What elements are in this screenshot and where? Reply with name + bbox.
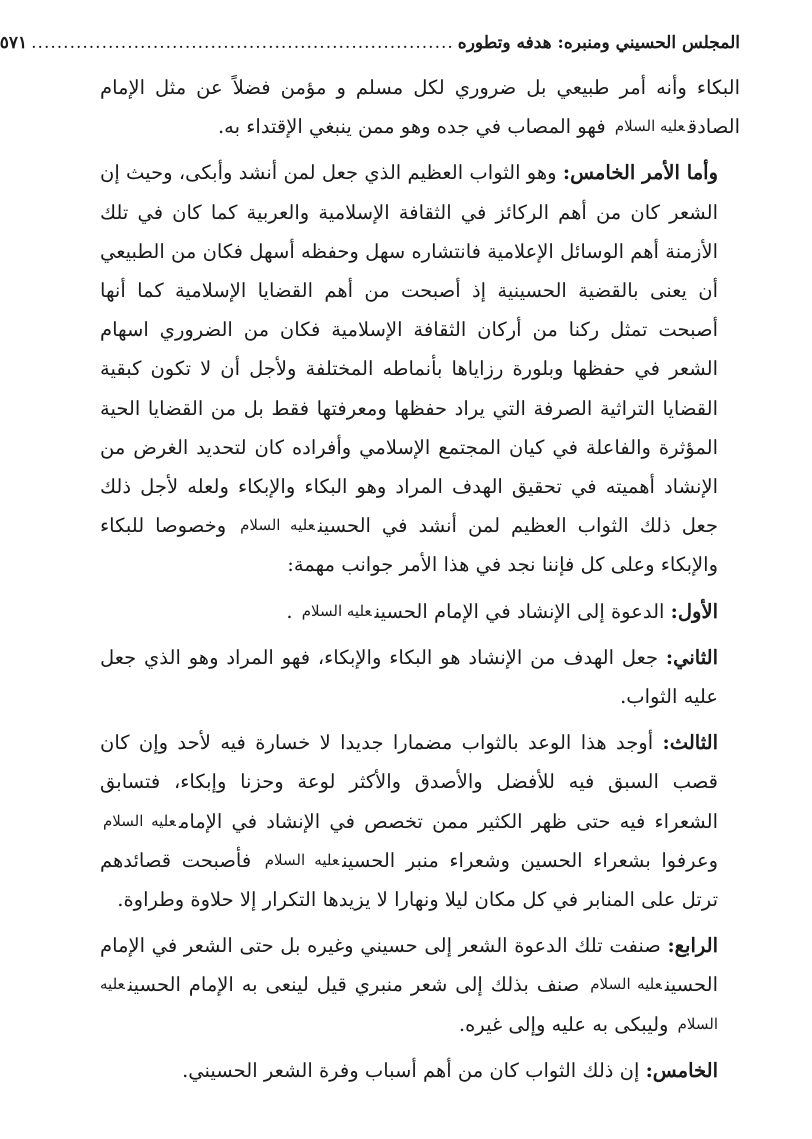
text-segment: صنف بذلك إلى شعر منبري قيل لينعى به الإمام الحسين <box>127 973 588 997</box>
text-segment: وعرفوا بشعراء الحسين وشعراء منبر الحسين <box>342 848 718 872</box>
text-segment: فهو المصاب في جده وهو ممن ينبغي الإقتداء به. <box>217 115 612 139</box>
paragraph-lead: الخامس: <box>645 1058 718 1082</box>
paragraph-lead: وأما الأمر الخامس: <box>562 161 718 185</box>
honorific-symbol: عليه السلام <box>264 850 340 869</box>
paragraph-lead: الثاني: <box>665 645 718 669</box>
paragraph-2 <box>100 153 740 584</box>
body-text <box>100 68 740 1090</box>
honorific-symbol: عليه السلام <box>590 975 662 994</box>
page-number: ٥٧١ <box>0 33 28 53</box>
text-segment: صنفت تلك الدعوة الشعر إلى حسيني وغيره بل حتى الشعر في الإمام الحسين <box>100 934 718 997</box>
paragraph-4 <box>100 638 740 716</box>
honorific-symbol: عليه السلام <box>103 811 176 830</box>
text-segment: إن ذلك الثواب كان من أهم أسباب وفرة الشعر الحسيني. <box>182 1058 646 1082</box>
paragraph-lead: الثالث: <box>662 731 718 755</box>
text-segment: جعل الهدف من الإنشاد هو البكاء والإبكاء، فهو المراد وهو الذي جعل عليه الثواب. <box>100 645 718 709</box>
text-segment: البكاء وأنه أمر طبيعي بل ضروري لكل مسلم و مؤمن فضلاً عن مثل الإمام الصادق <box>100 76 740 139</box>
text-segment: فأصبحت قصائدهم ترتل على المنابر في كل مكان ليلا ونهارا لا يزيدها التكرار إلا حلاوة وطراوة. <box>100 848 718 912</box>
header-leader-dots: .................................................................. <box>31 33 454 53</box>
paragraph-5 <box>100 723 740 919</box>
paragraph-lead: الرابع: <box>667 934 718 958</box>
paragraph-1 <box>100 68 740 146</box>
book-page <box>0 28 740 1097</box>
honorific-symbol: عليه السلام <box>614 117 685 136</box>
text-segment: وخصوصا للبكاء والإبكاء وعلى كل فإننا نجد في هذا الأمر جوانب مهمة: <box>100 514 718 577</box>
paragraph-lead: الأول: <box>670 599 718 623</box>
paragraph-6 <box>100 926 740 1044</box>
honorific-symbol: عليه السلام <box>301 601 372 620</box>
text-segment: وليبكى به عليه وإلى غيره. <box>458 1012 675 1036</box>
text-segment: وهو الثواب العظيم الذي جعل لمن أنشد وأبكى، وحيث إن الشعر كان من أهم الركائز في الثقافة الإسلامية والعربية كما كان في تلك الأزمنة أهم الوسائل الإعلامية فانتشاره سهل وحفظه أسهل فكان من الطبيعي أن يعنى بالقضية الحسينية إذ أصبحت من أهم القضايا الإسلامية كما أنها أصبحت تمثل ركنا من أركان الثقافة الإسلامية فكان من الضروري اسهام الشعر في حفظها وبلورة رزاياها بأنماطه المختلفة ولأجل أن لا تكون كبقية القضايا التراثية الصرفة التي يراد حفظها ومعرفتها فقط بل من القضايا الحية المؤثرة والفاعلة في كيان المجتمع الإسلامي وأفراده كان لتحديد الغرض من الإنشاد أهميته في تحقيق الهدف المراد وهو البكاء والإبكاء ولعله لأجل ذلك جعل ذلك الثواب العظيم لمن أنشد في الحسين <box>100 161 718 538</box>
honorific-symbol: عليه السلام <box>240 516 315 535</box>
running-header <box>0 28 740 60</box>
paragraph-3 <box>100 592 740 631</box>
text-segment: . <box>286 599 299 623</box>
text-segment: أوجد هذا الوعد بالثواب مضمارا جديدا لا خسارة فيه لأحد وإن كان قصب السبق فيه للأفضل والأصدق والأكثر لوعة وحزنا وإبكاء، فتسابق الشعراء فيه حتى ظهر الكثير ممن تخصص في الإنشاد في الإمام <box>100 731 718 833</box>
honorific-symbol: عليه السلام <box>100 975 718 1033</box>
paragraph-7 <box>100 1051 740 1090</box>
chapter-title: المجلس الحسيني ومنبره: هدفه وتطوره <box>457 33 740 53</box>
text-segment: الدعوة إلى الإنشاد في الإمام الحسين <box>374 599 671 623</box>
